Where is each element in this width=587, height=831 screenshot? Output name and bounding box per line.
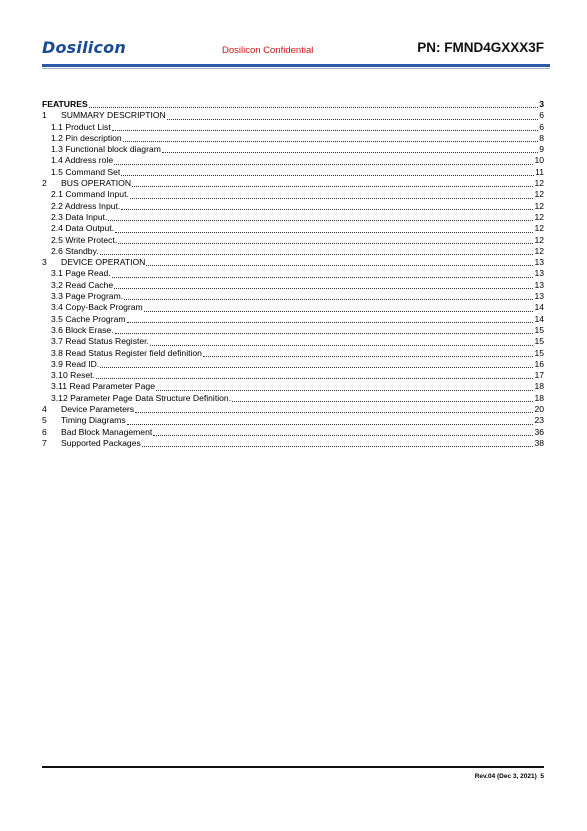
toc-entry-label: 3.4 Copy-Back Program xyxy=(51,302,143,313)
toc-entry[interactable] xyxy=(42,302,544,313)
toc-entry-label: 1.5 Command Set xyxy=(51,166,121,177)
toc-entry-page: 13 xyxy=(534,257,544,268)
toc-leader-dots xyxy=(89,106,539,108)
toc-entry[interactable] xyxy=(42,133,544,144)
toc-leader-dots xyxy=(162,151,538,153)
toc-entry[interactable] xyxy=(42,415,544,426)
toc-leader-dots xyxy=(127,423,534,425)
toc-entry-label: 3.1 Page Read. xyxy=(51,268,111,279)
toc-leader-dots xyxy=(112,129,539,131)
toc-entry[interactable] xyxy=(42,381,544,392)
toc-leader-dots xyxy=(115,332,534,334)
toc-entry-label: FEATURES xyxy=(42,99,88,109)
toc-entry-label: Timing Diagrams xyxy=(61,415,126,426)
toc-leader-dots xyxy=(121,174,534,176)
toc-entry-page: 6 xyxy=(539,110,544,121)
toc-entry-label: 1.3 Functional block diagram xyxy=(51,144,161,155)
toc-entry[interactable] xyxy=(42,427,544,438)
toc-entry[interactable] xyxy=(42,314,544,325)
toc-entry-label: BUS OPERATION xyxy=(61,178,132,189)
toc-entry-label: 2.4 Data Output. xyxy=(51,223,115,234)
toc-leader-dots xyxy=(232,400,533,402)
toc-entry[interactable] xyxy=(42,99,544,110)
toc-entry-label: 2.5 Write Protect. xyxy=(51,234,118,245)
toc-leader-dots xyxy=(114,163,533,165)
toc-entry-label: Supported Packages xyxy=(61,437,141,448)
toc-entry[interactable] xyxy=(42,404,544,415)
toc-entry-page: 12 xyxy=(534,211,544,222)
toc-entry-page: 13 xyxy=(534,268,544,279)
toc-entry-number: 3 xyxy=(42,257,47,268)
page-number: 5 xyxy=(540,773,544,780)
toc-entry-page: 38 xyxy=(534,437,544,448)
toc-entry-page: 15 xyxy=(534,324,544,335)
toc-entry-number: 5 xyxy=(42,415,47,426)
toc-entry[interactable] xyxy=(42,178,544,189)
toc-entry[interactable] xyxy=(42,201,544,212)
toc-entry-page: 36 xyxy=(534,426,544,437)
toc-entry[interactable] xyxy=(42,212,544,223)
footer-divider xyxy=(42,766,544,768)
toc-entry-label: Device Parameters xyxy=(61,404,135,415)
toc-leader-dots xyxy=(142,445,534,447)
table-of-contents xyxy=(42,99,544,449)
toc-entry-label: 2.6 Standby. xyxy=(51,245,99,256)
toc-entry-number: 7 xyxy=(42,437,47,448)
toc-leader-dots xyxy=(150,344,534,346)
toc-entry-label: DEVICE OPERATION xyxy=(61,257,146,268)
toc-entry-label: 3.8 Read Status Register field definition xyxy=(51,347,202,358)
toc-entry[interactable] xyxy=(42,235,544,246)
toc-entry[interactable] xyxy=(42,155,544,166)
toc-entry[interactable] xyxy=(42,144,544,155)
toc-leader-dots xyxy=(112,276,534,278)
confidential-label: Dosilicon Confidential xyxy=(222,45,314,56)
toc-entry-label: 3.6 Block Erase. xyxy=(51,324,114,335)
toc-entry-label: Bad Block Management xyxy=(61,426,153,437)
toc-entry-page: 20 xyxy=(534,404,544,415)
toc-entry-label: 2.3 Data Input. xyxy=(51,211,108,222)
toc-entry-page: 13 xyxy=(534,279,544,290)
toc-leader-dots xyxy=(203,355,533,357)
toc-entry-label: 3.5 Cache Program xyxy=(51,313,126,324)
toc-leader-dots xyxy=(146,264,533,266)
toc-leader-dots xyxy=(123,140,539,142)
toc-entry-page: 12 xyxy=(534,189,544,200)
toc-leader-dots xyxy=(100,366,533,368)
toc-entry-page: 6 xyxy=(539,121,544,132)
toc-entry-page: 14 xyxy=(534,302,544,313)
toc-entry[interactable] xyxy=(42,189,544,200)
toc-entry-page: 12 xyxy=(534,200,544,211)
toc-entry[interactable] xyxy=(42,110,544,121)
toc-entry[interactable] xyxy=(42,257,544,268)
toc-entry-label: SUMMARY DESCRIPTION xyxy=(61,110,166,121)
toc-entry-label: 3.2 Read Cache xyxy=(51,279,114,290)
toc-entry[interactable] xyxy=(42,291,544,302)
toc-entry-page: 9 xyxy=(539,144,544,155)
toc-entry-label: 2.1 Command Input. xyxy=(51,189,129,200)
company-logo: Dosilicon xyxy=(42,38,126,57)
toc-entry-page: 13 xyxy=(534,291,544,302)
toc-entry-page: 12 xyxy=(534,178,544,189)
toc-entry-label: 3.12 Parameter Page Data Structure Definition. xyxy=(51,392,232,403)
toc-leader-dots xyxy=(114,287,533,289)
toc-leader-dots xyxy=(132,185,533,187)
toc-entry-page: 10 xyxy=(534,155,544,166)
toc-entry[interactable] xyxy=(42,280,544,291)
toc-leader-dots xyxy=(144,310,534,312)
toc-entry[interactable] xyxy=(42,370,544,381)
toc-entry-label: 3.3 Page Program. xyxy=(51,291,124,302)
toc-leader-dots xyxy=(118,242,533,244)
toc-entry-page: 16 xyxy=(534,358,544,369)
toc-entry[interactable] xyxy=(42,268,544,279)
toc-leader-dots xyxy=(121,208,533,210)
revision-label: Rev.04 (Dec 3, 2021) xyxy=(474,773,537,780)
toc-entry-label: 3.9 Read ID. xyxy=(51,358,100,369)
header-divider-thin xyxy=(42,68,550,69)
toc-entry-page: 18 xyxy=(534,381,544,392)
toc-entry-page: 14 xyxy=(534,313,544,324)
toc-entry[interactable] xyxy=(42,359,544,370)
toc-leader-dots xyxy=(96,377,533,379)
toc-entry-page: 11 xyxy=(535,166,544,177)
toc-entry[interactable] xyxy=(42,348,544,359)
toc-leader-dots xyxy=(100,253,534,255)
toc-entry-label: 1.1 Product List xyxy=(51,121,111,132)
toc-leader-dots xyxy=(124,298,533,300)
page-footer xyxy=(475,773,544,780)
toc-entry-page: 17 xyxy=(534,370,544,381)
toc-entry-label: 3.11 Read Parameter Page xyxy=(51,381,155,392)
header-divider xyxy=(42,64,550,67)
toc-entry[interactable] xyxy=(42,336,544,347)
toc-entry-page: 3 xyxy=(539,99,544,109)
toc-leader-dots xyxy=(108,219,533,221)
toc-entry-number: 1 xyxy=(42,110,47,121)
toc-entry-number: 4 xyxy=(42,404,47,415)
toc-entry-page: 8 xyxy=(539,132,544,143)
toc-entry-label: 3.10 Reset. xyxy=(51,370,95,381)
toc-leader-dots xyxy=(167,118,538,120)
toc-entry-label: 2.2 Address Input. xyxy=(51,200,121,211)
toc-entry-page: 12 xyxy=(534,234,544,245)
toc-leader-dots xyxy=(135,411,533,413)
toc-entry[interactable] xyxy=(42,393,544,404)
toc-leader-dots xyxy=(127,321,534,323)
toc-leader-dots xyxy=(130,197,534,199)
toc-entry[interactable] xyxy=(42,223,544,234)
toc-leader-dots xyxy=(156,389,533,391)
toc-entry-page: 12 xyxy=(534,223,544,234)
part-number: PN: FMND4GXXX3F xyxy=(417,40,544,55)
toc-entry-page: 12 xyxy=(534,245,544,256)
toc-entry[interactable] xyxy=(42,246,544,257)
toc-entry-label: 1.2 Pin description xyxy=(51,132,122,143)
toc-leader-dots xyxy=(115,231,533,233)
toc-entry-label: 1.4 Address role xyxy=(51,155,114,166)
toc-entry-page: 15 xyxy=(534,336,544,347)
toc-entry[interactable] xyxy=(42,438,544,449)
toc-entry[interactable] xyxy=(42,167,544,178)
toc-entry-page: 23 xyxy=(534,415,544,426)
toc-leader-dots xyxy=(153,434,533,436)
toc-entry[interactable] xyxy=(42,122,544,133)
toc-entry-number: 6 xyxy=(42,426,47,437)
toc-entry[interactable] xyxy=(42,325,544,336)
toc-entry-number: 2 xyxy=(42,178,47,189)
toc-entry-page: 15 xyxy=(534,347,544,358)
toc-entry-label: 3.7 Read Status Register. xyxy=(51,336,149,347)
toc-entry-page: 18 xyxy=(534,392,544,403)
